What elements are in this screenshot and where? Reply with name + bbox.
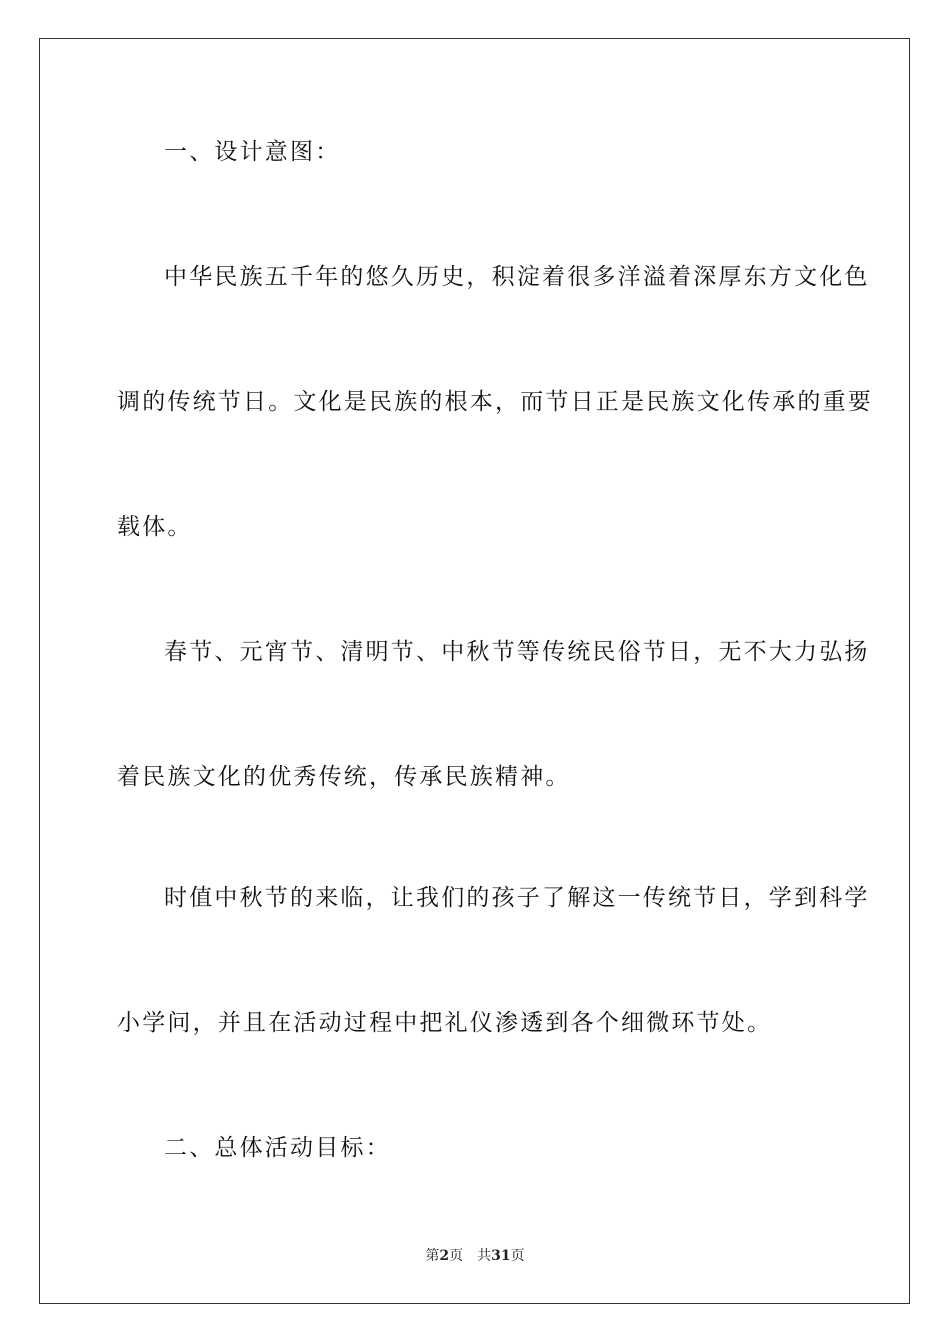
total-suffix: 页 xyxy=(510,1248,525,1264)
paragraph-line: 小学问，并且在活动过程中把礼仪渗透到各个细微环节处。 xyxy=(117,1010,773,1036)
page-prefix: 第 xyxy=(425,1248,440,1264)
paragraph-line: 中华民族五千年的悠久历史，积淀着很多洋溢着深厚东方文化色 xyxy=(164,264,870,290)
paragraph-line: 载体。 xyxy=(117,514,193,540)
page-border xyxy=(39,38,910,1304)
page-number: 2 xyxy=(439,1248,450,1264)
page-suffix: 页 xyxy=(449,1248,464,1264)
section-heading-design-intent: 一、设计意图： xyxy=(164,139,341,165)
total-pages: 31 xyxy=(491,1248,511,1264)
paragraph-line: 春节、元宵节、清明节、中秋节等传统民俗节日，无不大力弘扬 xyxy=(164,639,870,665)
section-heading-overall-goals: 二、总体活动目标： xyxy=(164,1135,391,1161)
paragraph-line: 着民族文化的优秀传统，传承民族精神。 xyxy=(117,764,571,790)
paragraph-line: 调的传统节日。文化是民族的根本，而节日正是民族文化传承的重要 xyxy=(117,389,873,415)
paragraph-line: 时值中秋节的来临，让我们的孩子了解这一传统节日，学到科学 xyxy=(164,885,870,911)
page-footer xyxy=(0,1247,950,1265)
total-prefix: 共 xyxy=(477,1248,492,1264)
